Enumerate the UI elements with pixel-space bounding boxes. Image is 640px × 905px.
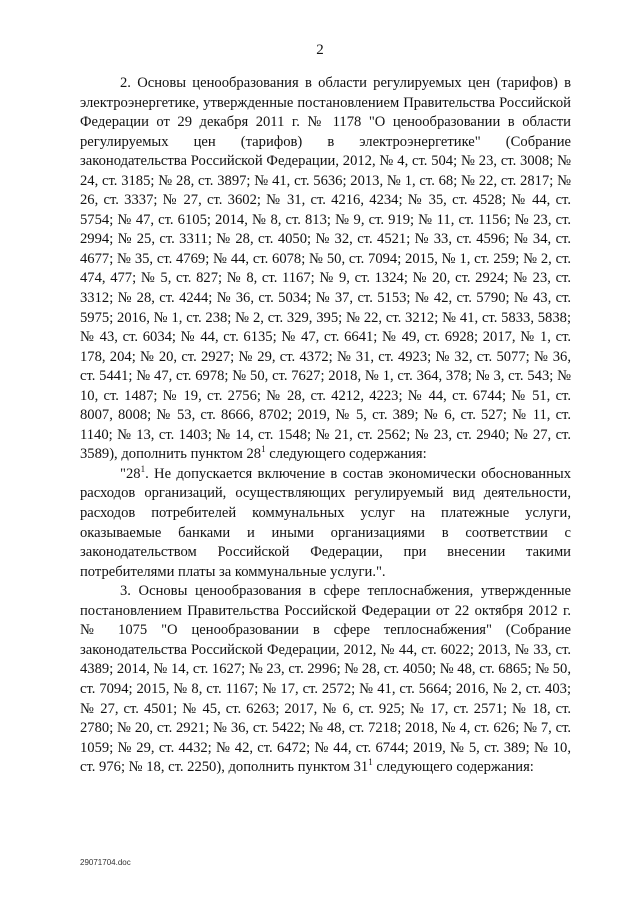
paragraph-text-tail: следующего содержания: [372,759,534,776]
clause-number: "28 [120,465,141,482]
superscript: 1 [368,757,373,768]
paragraph-pricing-electricity [80,74,571,465]
paragraph-text: . Не допускается включение в состав экономически обоснованных расходов организаций, осуществляющих регулируемый вид деятельности, расходов потребителей коммунальных услуг на платежные услуги, оказываемые банками и иными организациями в соответствии с законодательством Российской Федерации, при внесении такими потребителями платы за коммунальные услуги.". [80,465,571,580]
paragraph-new-clause-28-1 [80,465,571,582]
superscript: 1 [261,444,266,455]
page-number: 2 [316,42,324,58]
paragraph-text: 3. Основы ценообразования в сфере теплоснабжения, утвержденные постановлением Правительства Российской Федерации от 22 октября 2012 г. № 1075 "О ценообразовании в сфере теплоснабжения" (Собрание законодательства Российской Федерации, 2012, № 44, ст. 6022; 2013, № 33, ст. 4389; 2014, № 14, ст. 1627; № 23, ст. 2996; № 28, ст. 4050; № 48, ст. 6865; № 50, ст. 7094; 2015, № 8, ст. 1167; № 17, ст. 2572; № 41, ст. 5664; 2016, № 2, ст. 403; № 27, ст. 4501; № 45, ст. 6263; 2017, № 6, ст. 925; № 17, ст. 2571; № 18, ст. 2780; № 20, ст. 2921; № 36, ст. 5422; № 48, ст. 7218; 2018, № 4, ст. 626; № 7, ст. 1059; № 29, ст. 4432; № 42, ст. 6472; № 44, ст. 6744; 2019, № 5, ст. 389; № 10, ст. 976; № 18, ст. 2250), дополнить пунктом 31 [80,583,571,776]
paragraph-text-tail: следующего содержания: [265,446,427,463]
paragraph-text: 2. Основы ценообразования в области регулируемых цен (тарифов) в электроэнергетике, утвержденные постановлением Правительства Российской Федерации от 29 декабря 2011 г. № 1178 "О ценообразовании в области регулируемых цен (тарифов) в электроэнергетике" (Собрание законодательства Российской Федерации, 2012, № 4, ст. 504; № 23, ст. 3008; № 24, ст. 3185; № 28, ст. 3897; № 41, ст. 5636; 2013, № 1, ст. 68; № 22, ст. 2817; № 26, ст. 3337; № 27, ст. 3602; № 31, ст. 4216, 4234; № 35, ст. 4528; № 44, ст. 5754; № 47, ст. 6105; 2014, № 8, ст. 813; № 9, ст. 919; № 11, ст. 1156; № 23, ст. 2994; № 25, ст. 3311; № 28, ст. 4050; № 32, ст. 4521; № 33, ст. 4596; № 34, ст. 4677; № 35, ст. 4769; № 44, ст. 6078; № 50, ст. 7094; 2015, № 1, ст. 259; № 2, ст. 474, 477; № 5, ст. 827; № 8, ст. 1167; № 9, ст. 1324; № 20, ст. 2924; № 23, ст. 3312; № 28, ст. 4244; № 36, ст. 5034; № 37, ст. 5153; № 42, ст. 5790; № 43, ст. 5975; 2016, № 1, ст. 238; № 2, ст. 329, 395; № 22, ст. 3212; № 41, ст. 5833, 5838; № 43, ст. 6034; № 44, ст. 6135; № 47, ст. 6641; № 49, ст. 6928; 2017, № 1, ст. 178, 204; № 20, ст. 2927; № 29, ст. 4372; № 31, ст. 4923; № 32, ст. 5077; № 36, ст. 5441; № 47, ст. 6978; № 50, ст. 7627; 2018, № 1, ст. 364, 378; № 3, ст. 543; № 10, ст. 1487; № 19, ст. 2756; № 28, ст. 4212, 4223; № 44, ст. 6744; № 51, ст. 8007, 8008; № 53, ст. 8666, 8702; 2019, № 5, ст. 389; № 6, ст. 527; № 11, ст. 1140; № 13, ст. 1403; № 14, ст. 1548; № 21, ст. 2562; № 23, ст. 2940; № 27, ст. 3589), дополнить пунктом 28 [80,75,571,463]
document-body [80,74,571,778]
paragraph-pricing-heat-supply [80,582,571,777]
superscript: 1 [140,463,146,474]
document-file-code: 29071704.doc [80,858,131,867]
